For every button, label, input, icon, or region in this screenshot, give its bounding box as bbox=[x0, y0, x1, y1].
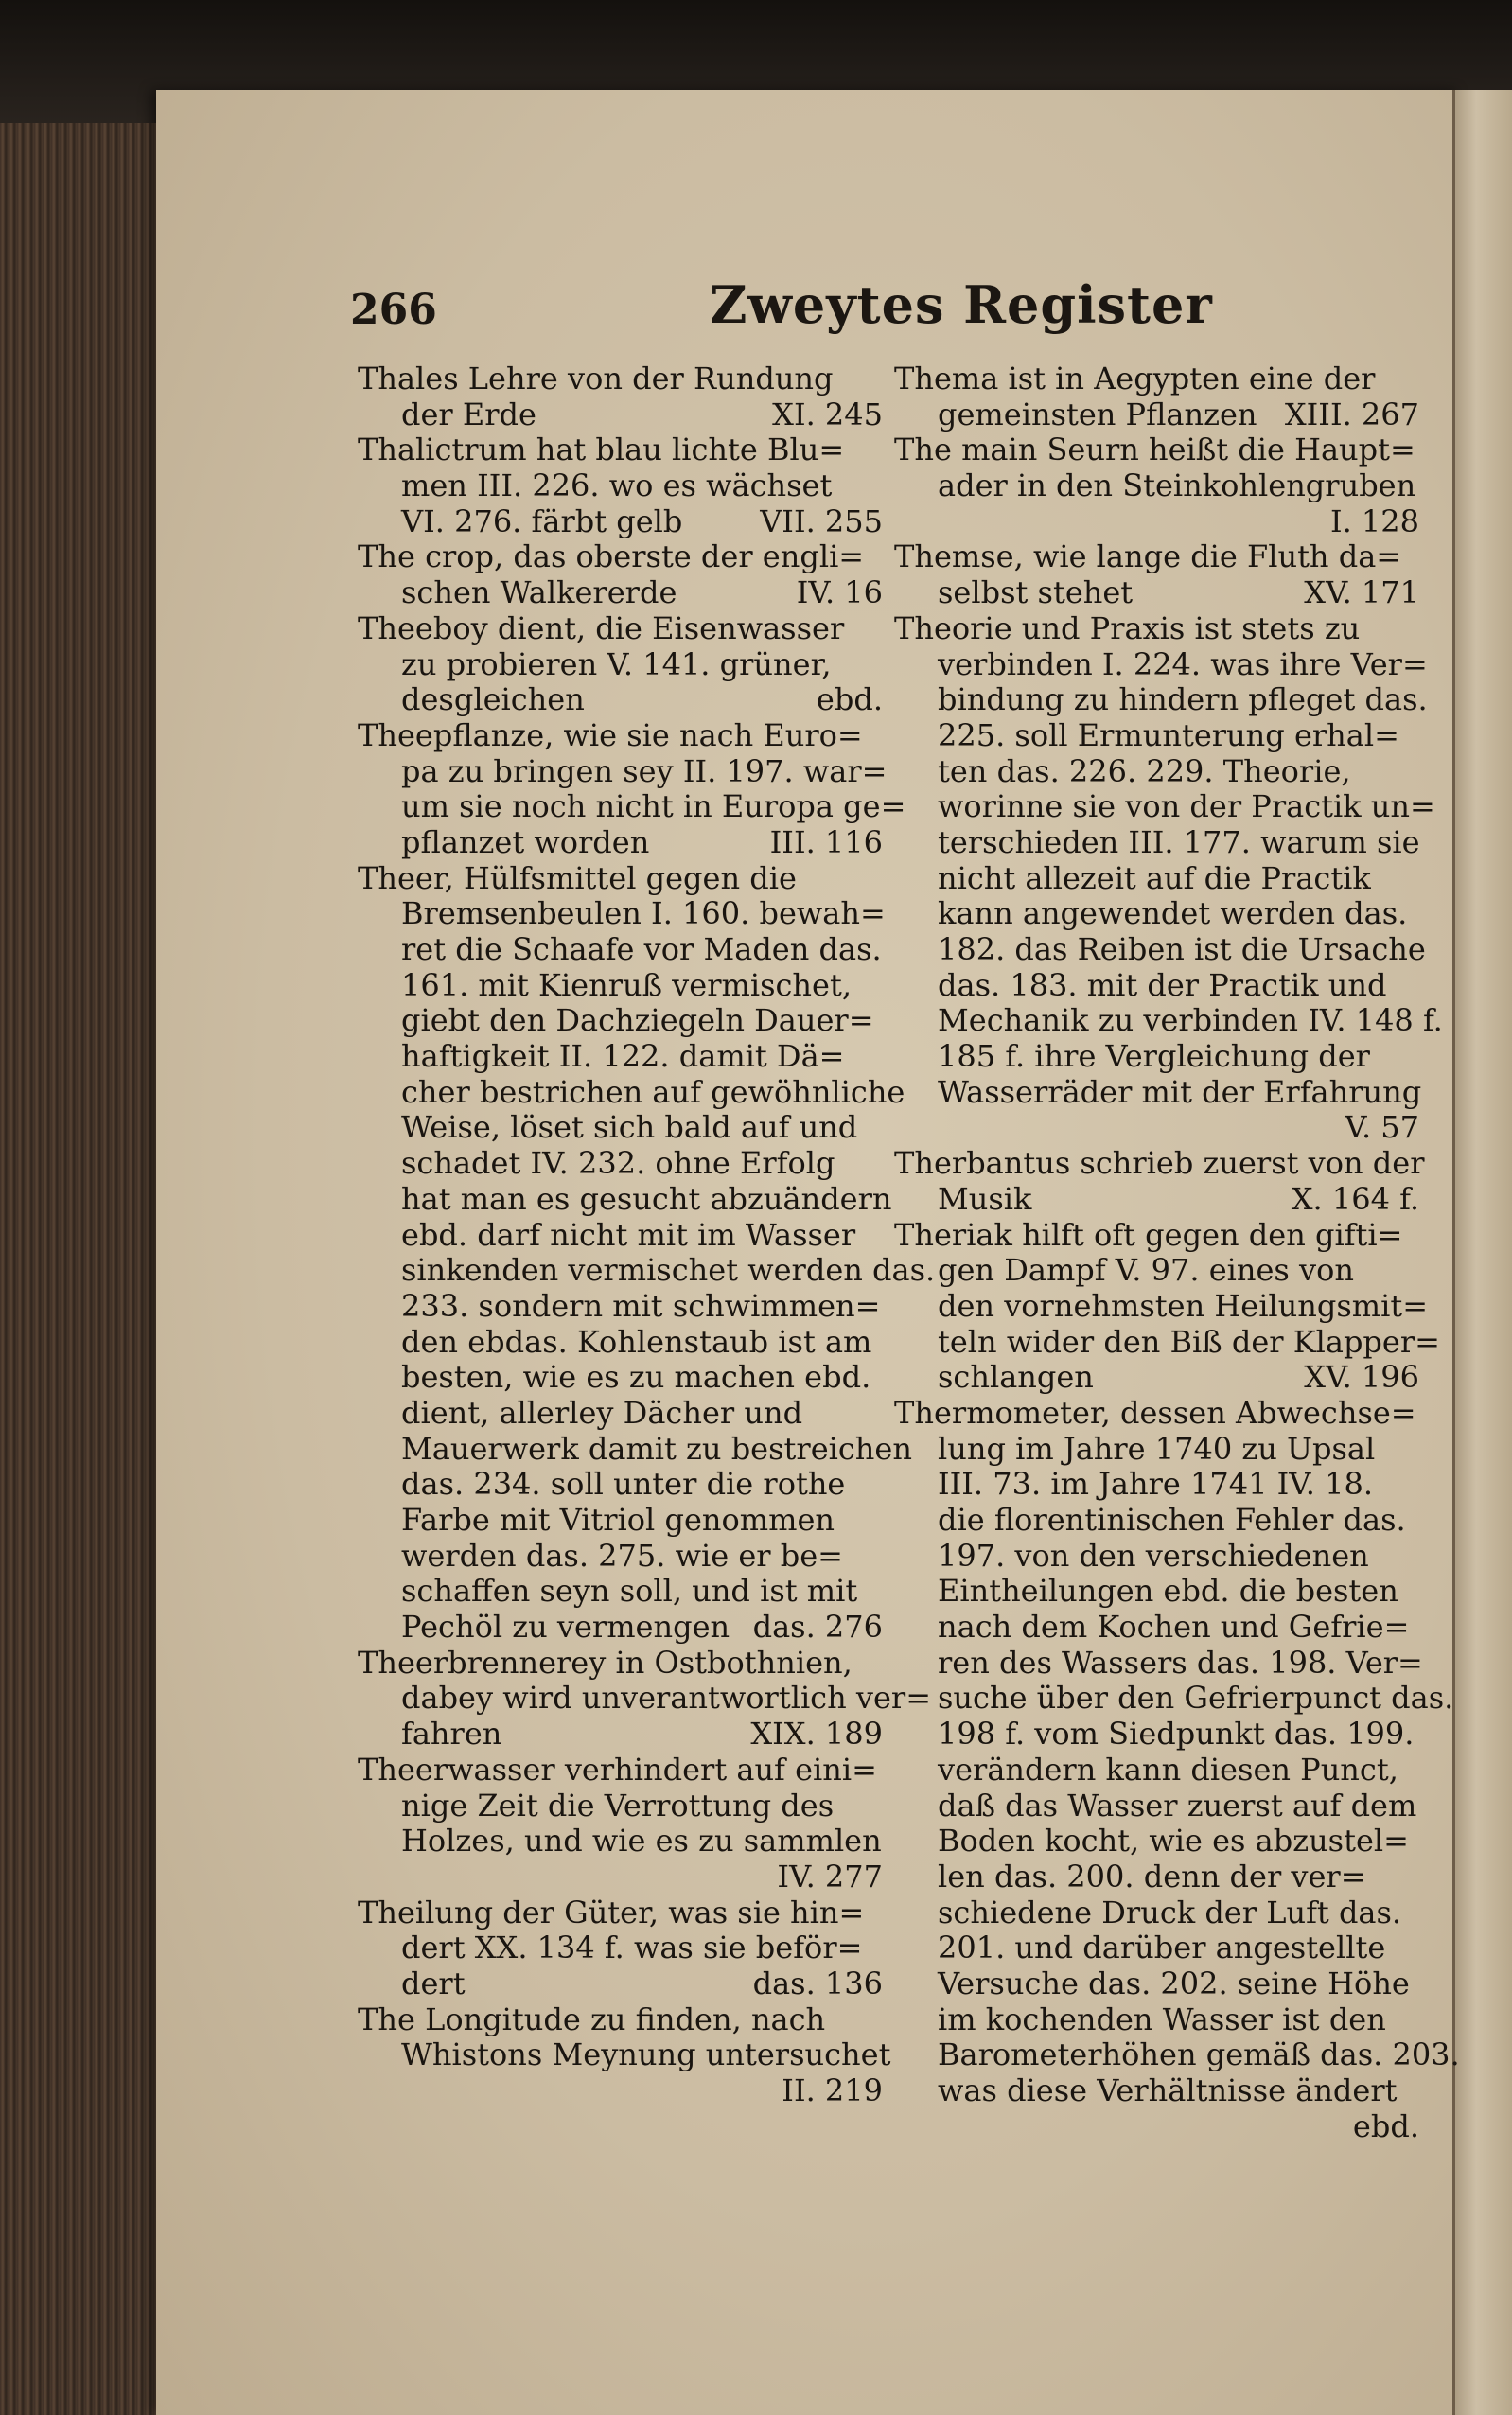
page-number: 266 bbox=[350, 286, 437, 334]
line-text: fahren bbox=[401, 1716, 502, 1753]
line-text: giebt den Dachziegeln Dauer= bbox=[401, 1002, 874, 1039]
line-text: den ebdas. Kohlenstaub ist am bbox=[401, 1323, 872, 1360]
index-line bbox=[894, 1644, 1423, 1682]
line-text: nicht allezeit auf die Practik bbox=[938, 859, 1371, 896]
index-line bbox=[358, 1039, 883, 1075]
line-text: daß das Wasser zuerst auf dem bbox=[938, 1787, 1417, 1824]
line-text: Thalictrum hat blau lichte Blu= bbox=[358, 432, 845, 468]
index-line bbox=[358, 825, 883, 861]
left-column bbox=[358, 361, 936, 2109]
line-text: pa zu bringen sey II. 197. war= bbox=[401, 752, 888, 789]
line-text: selbst stehet bbox=[938, 574, 1134, 611]
index-line bbox=[894, 788, 1435, 825]
right-entry-theorie bbox=[894, 609, 1443, 1146]
index-line bbox=[358, 1073, 905, 1111]
index-line bbox=[894, 1073, 1422, 1111]
index-line bbox=[358, 1753, 883, 1789]
line-text: gen Dampf V. 97. eines von bbox=[938, 1252, 1354, 1289]
line-text: Themse, wie lange die Fluth da= bbox=[894, 538, 1402, 575]
line-text: gemeinsten Pflanzen bbox=[938, 396, 1257, 432]
line-text: men III. 226. wo es wächset bbox=[401, 467, 833, 504]
line-text: schen Walkererde bbox=[401, 574, 677, 611]
index-line bbox=[358, 1539, 883, 1575]
line-text: Bremsenbeulen I. 160. bewah= bbox=[401, 895, 886, 932]
index-line bbox=[894, 968, 1419, 1004]
index-line bbox=[358, 1467, 883, 1503]
line-text: 161. mit Kienruß vermischet, bbox=[401, 966, 852, 1003]
line-text: len das. 200. denn der ver= bbox=[938, 1858, 1366, 1895]
index-line bbox=[894, 1503, 1419, 1539]
left-entry-theeboy bbox=[358, 611, 883, 718]
index-line bbox=[894, 861, 1419, 897]
index-line bbox=[894, 1218, 1419, 1254]
line-text: 225. soll Ermunterung erhal= bbox=[938, 716, 1399, 753]
line-text: Mechanik zu verbinden IV. 148 f. bbox=[938, 1002, 1443, 1039]
index-line bbox=[894, 1680, 1454, 1717]
index-line bbox=[358, 504, 883, 540]
index-line bbox=[894, 1287, 1429, 1325]
index-line bbox=[358, 968, 883, 1004]
line-text: Weise, löset sich bald auf und bbox=[401, 1109, 858, 1146]
running-head bbox=[350, 274, 1486, 350]
left-entry-the-longitude bbox=[358, 2001, 891, 2109]
index-line bbox=[358, 1717, 883, 1753]
line-text: dert bbox=[401, 1965, 466, 2001]
line-text: schaffen seyn soll, und ist mit bbox=[401, 1573, 858, 1610]
right-entry-the-main-seurn bbox=[894, 432, 1419, 539]
line-text: The Longitude zu finden, nach bbox=[358, 2001, 826, 2037]
line-text: den vornehmsten Heilungsmit= bbox=[938, 1287, 1429, 1324]
page-reference: ebd. bbox=[1352, 2107, 1419, 2144]
page-reference: XV. 196 bbox=[1304, 1359, 1419, 1396]
line-text: Wasserräder mit der Erfahrung bbox=[938, 1073, 1422, 1110]
line-text: was diese Verhältnisse ändert bbox=[938, 2072, 1398, 2108]
index-line bbox=[894, 2036, 1460, 2073]
line-text: terschieden III. 177. warum sie bbox=[938, 823, 1420, 860]
index-line bbox=[358, 1360, 883, 1396]
line-text: Barometerhöhen gemäß das. 203. bbox=[938, 2036, 1460, 2073]
line-text: haftigkeit II. 122. damit Dä= bbox=[401, 1038, 845, 1075]
index-line bbox=[358, 1325, 883, 1361]
line-text: verändern kann diesen Punct, bbox=[938, 1751, 1398, 1788]
left-entry-theepflanze bbox=[358, 716, 906, 861]
index-line bbox=[894, 718, 1419, 754]
line-text: zu probieren V. 141. grüner, bbox=[401, 645, 832, 682]
page-reference: VII. 255 bbox=[760, 502, 883, 539]
next-page-edge bbox=[1452, 90, 1512, 2415]
index-line bbox=[894, 504, 1419, 540]
line-text: Mauerwerk damit zu bestreichen bbox=[401, 1430, 912, 1467]
index-line bbox=[894, 1110, 1419, 1146]
line-text: teln wider den Biß der Klapper= bbox=[938, 1323, 1440, 1360]
line-text: ren des Wassers das. 198. Ver= bbox=[938, 1644, 1423, 1681]
index-line bbox=[358, 611, 883, 647]
page-reference: IV. 16 bbox=[796, 574, 883, 611]
index-line bbox=[358, 1146, 883, 1182]
index-line bbox=[894, 931, 1426, 968]
index-line bbox=[358, 1895, 883, 1931]
index-line bbox=[894, 1824, 1419, 1860]
right-entry-therbantus bbox=[894, 1145, 1425, 1217]
index-line bbox=[358, 1680, 931, 1717]
line-text: im kochenden Wasser ist den bbox=[938, 2001, 1386, 2037]
line-text: Thermometer, dessen Abwechse= bbox=[894, 1394, 1416, 1431]
page-reference: XIII. 267 bbox=[1284, 396, 1419, 432]
index-line bbox=[894, 754, 1419, 790]
line-text: sinkenden vermischet werden das. bbox=[401, 1252, 936, 1289]
index-line bbox=[358, 1252, 936, 1289]
index-line bbox=[358, 788, 906, 825]
right-entry-thermometer bbox=[894, 1394, 1460, 2144]
index-line bbox=[358, 2036, 891, 2073]
line-text: 185 f. ihre Vergleichung der bbox=[938, 1038, 1370, 1075]
line-text: Thema ist in Aegypten eine der bbox=[894, 361, 1376, 397]
page-reference: X. 164 f. bbox=[1291, 1180, 1419, 1217]
page-reference: ebd. bbox=[816, 681, 883, 718]
index-line bbox=[358, 1646, 883, 1682]
line-text: III. 73. im Jahre 1741 IV. 18. bbox=[938, 1466, 1373, 1503]
index-line bbox=[358, 1966, 883, 2002]
left-entry-theilung bbox=[358, 1895, 883, 2002]
line-text: ten das. 226. 229. Theorie, bbox=[938, 752, 1351, 789]
line-text: werden das. 275. wie er be= bbox=[401, 1537, 843, 1574]
index-line bbox=[894, 681, 1428, 718]
line-text: schadet IV. 232. ohne Erfolg bbox=[401, 1145, 835, 1182]
index-line bbox=[358, 932, 883, 968]
line-text: kann angewendet werden das. bbox=[938, 895, 1408, 932]
index-line bbox=[894, 397, 1419, 433]
line-text: Versuche das. 202. seine Höhe bbox=[938, 1965, 1410, 2001]
index-line bbox=[894, 645, 1428, 683]
index-line bbox=[358, 895, 886, 932]
index-line bbox=[358, 397, 883, 433]
line-text: Farbe mit Vitriol genommen bbox=[401, 1502, 835, 1538]
page-reference: III. 116 bbox=[769, 823, 883, 860]
left-entry-the-crop bbox=[358, 539, 883, 610]
index-line bbox=[358, 1824, 883, 1860]
page-reference: V. 57 bbox=[1345, 1109, 1419, 1146]
index-line bbox=[358, 432, 883, 468]
line-text: Theerwasser verhindert auf eini= bbox=[358, 1751, 877, 1788]
line-text: dient, allerley Dächer und bbox=[401, 1394, 803, 1431]
line-text: Theeboy dient, die Eisenwasser bbox=[358, 609, 845, 646]
index-line bbox=[358, 752, 888, 790]
line-text: Theer, Hülfsmittel gegen die bbox=[358, 859, 797, 896]
index-line bbox=[894, 1396, 1419, 1432]
line-text: desgleichen bbox=[401, 681, 585, 718]
line-text: verbinden I. 224. was ihre Ver= bbox=[938, 645, 1428, 682]
index-line bbox=[894, 1467, 1419, 1503]
line-text: hat man es gesucht abzuändern bbox=[401, 1180, 892, 1217]
line-text: Holzes, und wie es zu sammlen bbox=[401, 1823, 882, 1860]
line-text: dert XX. 134 f. was sie beför= bbox=[401, 1930, 863, 1966]
index-line bbox=[894, 896, 1419, 932]
line-text: um sie noch nicht in Europa ge= bbox=[401, 788, 906, 825]
index-line bbox=[358, 1289, 883, 1325]
index-line bbox=[894, 825, 1419, 861]
index-line bbox=[894, 1145, 1425, 1182]
line-text: Theilung der Güter, was sie hin= bbox=[358, 1894, 865, 1930]
left-entry-thales bbox=[358, 361, 883, 432]
left-entry-theerbrennerey bbox=[358, 1644, 931, 1753]
line-text: suche über den Gefrierpunct das. bbox=[938, 1680, 1454, 1717]
index-line bbox=[358, 2073, 883, 2109]
line-text: bindung zu hindern pfleget das. bbox=[938, 681, 1428, 718]
index-line bbox=[358, 1110, 883, 1146]
index-line bbox=[894, 1002, 1443, 1039]
page-reference: XV. 171 bbox=[1304, 574, 1419, 611]
index-line bbox=[358, 1789, 883, 1824]
line-text: das. 234. soll unter die rothe bbox=[401, 1466, 846, 1503]
line-text: Theorie und Praxis ist stets zu bbox=[894, 609, 1361, 646]
page-reference: das. 276 bbox=[752, 1609, 883, 1646]
index-line bbox=[358, 682, 883, 718]
index-line bbox=[358, 468, 883, 504]
right-entry-thema bbox=[894, 361, 1419, 432]
line-text: das. 183. mit der Practik und bbox=[938, 966, 1387, 1003]
index-line bbox=[894, 2073, 1419, 2109]
line-text: besten, wie es zu machen ebd. bbox=[401, 1359, 871, 1396]
right-entry-theriak bbox=[894, 1216, 1440, 1396]
page-reference: das. 136 bbox=[752, 1965, 883, 2001]
index-line bbox=[894, 2002, 1419, 2038]
index-line bbox=[358, 1003, 883, 1039]
line-text: lung im Jahre 1740 zu Upsal bbox=[938, 1430, 1376, 1467]
index-line bbox=[358, 361, 883, 397]
line-text: ader in den Steinkohlengruben bbox=[938, 467, 1416, 504]
index-line bbox=[358, 861, 883, 897]
line-text: der Erde bbox=[401, 396, 536, 432]
line-text: 197. von den verschiedenen bbox=[938, 1537, 1369, 1574]
page-reference: XI. 245 bbox=[772, 396, 883, 432]
line-text: 198 f. vom Siedpunkt das. 199. bbox=[938, 1716, 1415, 1753]
index-line bbox=[894, 611, 1419, 647]
line-text: schiedene Druck der Luft das. bbox=[938, 1894, 1402, 1930]
index-line bbox=[358, 539, 883, 575]
index-line bbox=[894, 1753, 1419, 1789]
line-text: Boden kocht, wie es abzustel= bbox=[938, 1823, 1409, 1860]
line-text: 233. sondern mit schwimmen= bbox=[401, 1287, 881, 1324]
index-line bbox=[358, 1218, 883, 1254]
index-line bbox=[894, 1323, 1440, 1361]
line-text: Musik bbox=[938, 1180, 1032, 1217]
line-text: Theepflanze, wie sie nach Euro= bbox=[358, 716, 863, 753]
line-text: worinne sie von der Practik un= bbox=[938, 788, 1435, 825]
line-text: schlangen bbox=[938, 1359, 1094, 1396]
line-text: The crop, das oberste der engli= bbox=[358, 538, 865, 575]
left-entry-theerwasser bbox=[358, 1753, 883, 1895]
index-line bbox=[358, 1430, 912, 1468]
line-text: nige Zeit die Verrottung des bbox=[401, 1787, 835, 1824]
line-text: Whistons Meynung untersuchet bbox=[401, 2036, 891, 2073]
left-entry-thalictrum bbox=[358, 432, 883, 539]
line-text: Eintheilungen ebd. die besten bbox=[938, 1573, 1398, 1610]
line-text: Theerbrennerey in Ostbothnien, bbox=[358, 1644, 853, 1681]
index-line bbox=[894, 1574, 1419, 1610]
page-reference: XIX. 189 bbox=[750, 1716, 883, 1753]
line-text: die florentinischen Fehler das. bbox=[938, 1502, 1406, 1538]
line-text: Thales Lehre von der Rundung bbox=[358, 361, 834, 397]
index-line bbox=[358, 1503, 883, 1539]
line-text: ret die Schaafe vor Maden das. bbox=[401, 931, 882, 967]
line-text: 201. und darüber angestellte bbox=[938, 1930, 1386, 1966]
index-line bbox=[358, 1610, 883, 1646]
index-line bbox=[358, 1180, 892, 1218]
line-text: cher bestrichen auf gewöhnliche bbox=[401, 1073, 905, 1110]
index-line bbox=[358, 718, 883, 754]
index-line bbox=[358, 647, 883, 683]
page-reference: IV. 277 bbox=[777, 1858, 883, 1895]
index-line bbox=[358, 575, 883, 611]
index-line bbox=[894, 468, 1419, 504]
index-line bbox=[894, 1432, 1419, 1468]
index-line bbox=[894, 1789, 1419, 1824]
index-line bbox=[894, 1182, 1419, 1218]
index-line bbox=[894, 1253, 1419, 1289]
index-line bbox=[358, 1396, 883, 1432]
left-entry-theer bbox=[358, 859, 936, 1646]
index-line bbox=[894, 1966, 1419, 2002]
index-line bbox=[894, 1717, 1419, 1753]
line-text: nach dem Kochen und Gefrie= bbox=[938, 1609, 1410, 1646]
index-line bbox=[894, 1039, 1419, 1075]
right-entry-themse bbox=[894, 539, 1419, 610]
page-reference: I. 128 bbox=[1329, 502, 1419, 539]
index-line bbox=[358, 2002, 883, 2038]
index-line bbox=[894, 1860, 1419, 1895]
line-text: Therbantus schrieb zuerst von der bbox=[894, 1145, 1425, 1182]
right-column bbox=[894, 361, 1460, 2144]
index-line bbox=[358, 1860, 883, 1895]
line-text: dabey wird unverantwortlich ver= bbox=[401, 1680, 931, 1717]
line-text: pflanzet worden bbox=[401, 823, 650, 860]
index-line bbox=[894, 539, 1419, 575]
index-line bbox=[894, 575, 1419, 611]
index-line bbox=[894, 2109, 1419, 2145]
line-text: VI. 276. färbt gelb bbox=[401, 502, 683, 539]
page-reference: II. 219 bbox=[782, 2072, 883, 2108]
index-line bbox=[894, 1930, 1419, 1966]
line-text: ebd. darf nicht mit im Wasser bbox=[401, 1216, 856, 1253]
index-line bbox=[358, 1930, 883, 1966]
index-line bbox=[894, 1610, 1419, 1646]
index-line bbox=[894, 1360, 1419, 1396]
line-text: The main Seurn heißt die Haupt= bbox=[894, 432, 1415, 468]
line-text: Pechöl zu vermengen bbox=[401, 1609, 730, 1646]
index-line bbox=[894, 1539, 1419, 1575]
page-title: Zweytes Register bbox=[710, 274, 1213, 335]
index-line bbox=[894, 432, 1419, 468]
index-line bbox=[358, 1574, 883, 1610]
index-line bbox=[894, 1895, 1419, 1931]
line-text: Theriak hilft oft gegen den gifti= bbox=[894, 1216, 1403, 1253]
index-line bbox=[894, 361, 1419, 397]
line-text: 182. das Reiben ist die Ursache bbox=[938, 931, 1426, 967]
